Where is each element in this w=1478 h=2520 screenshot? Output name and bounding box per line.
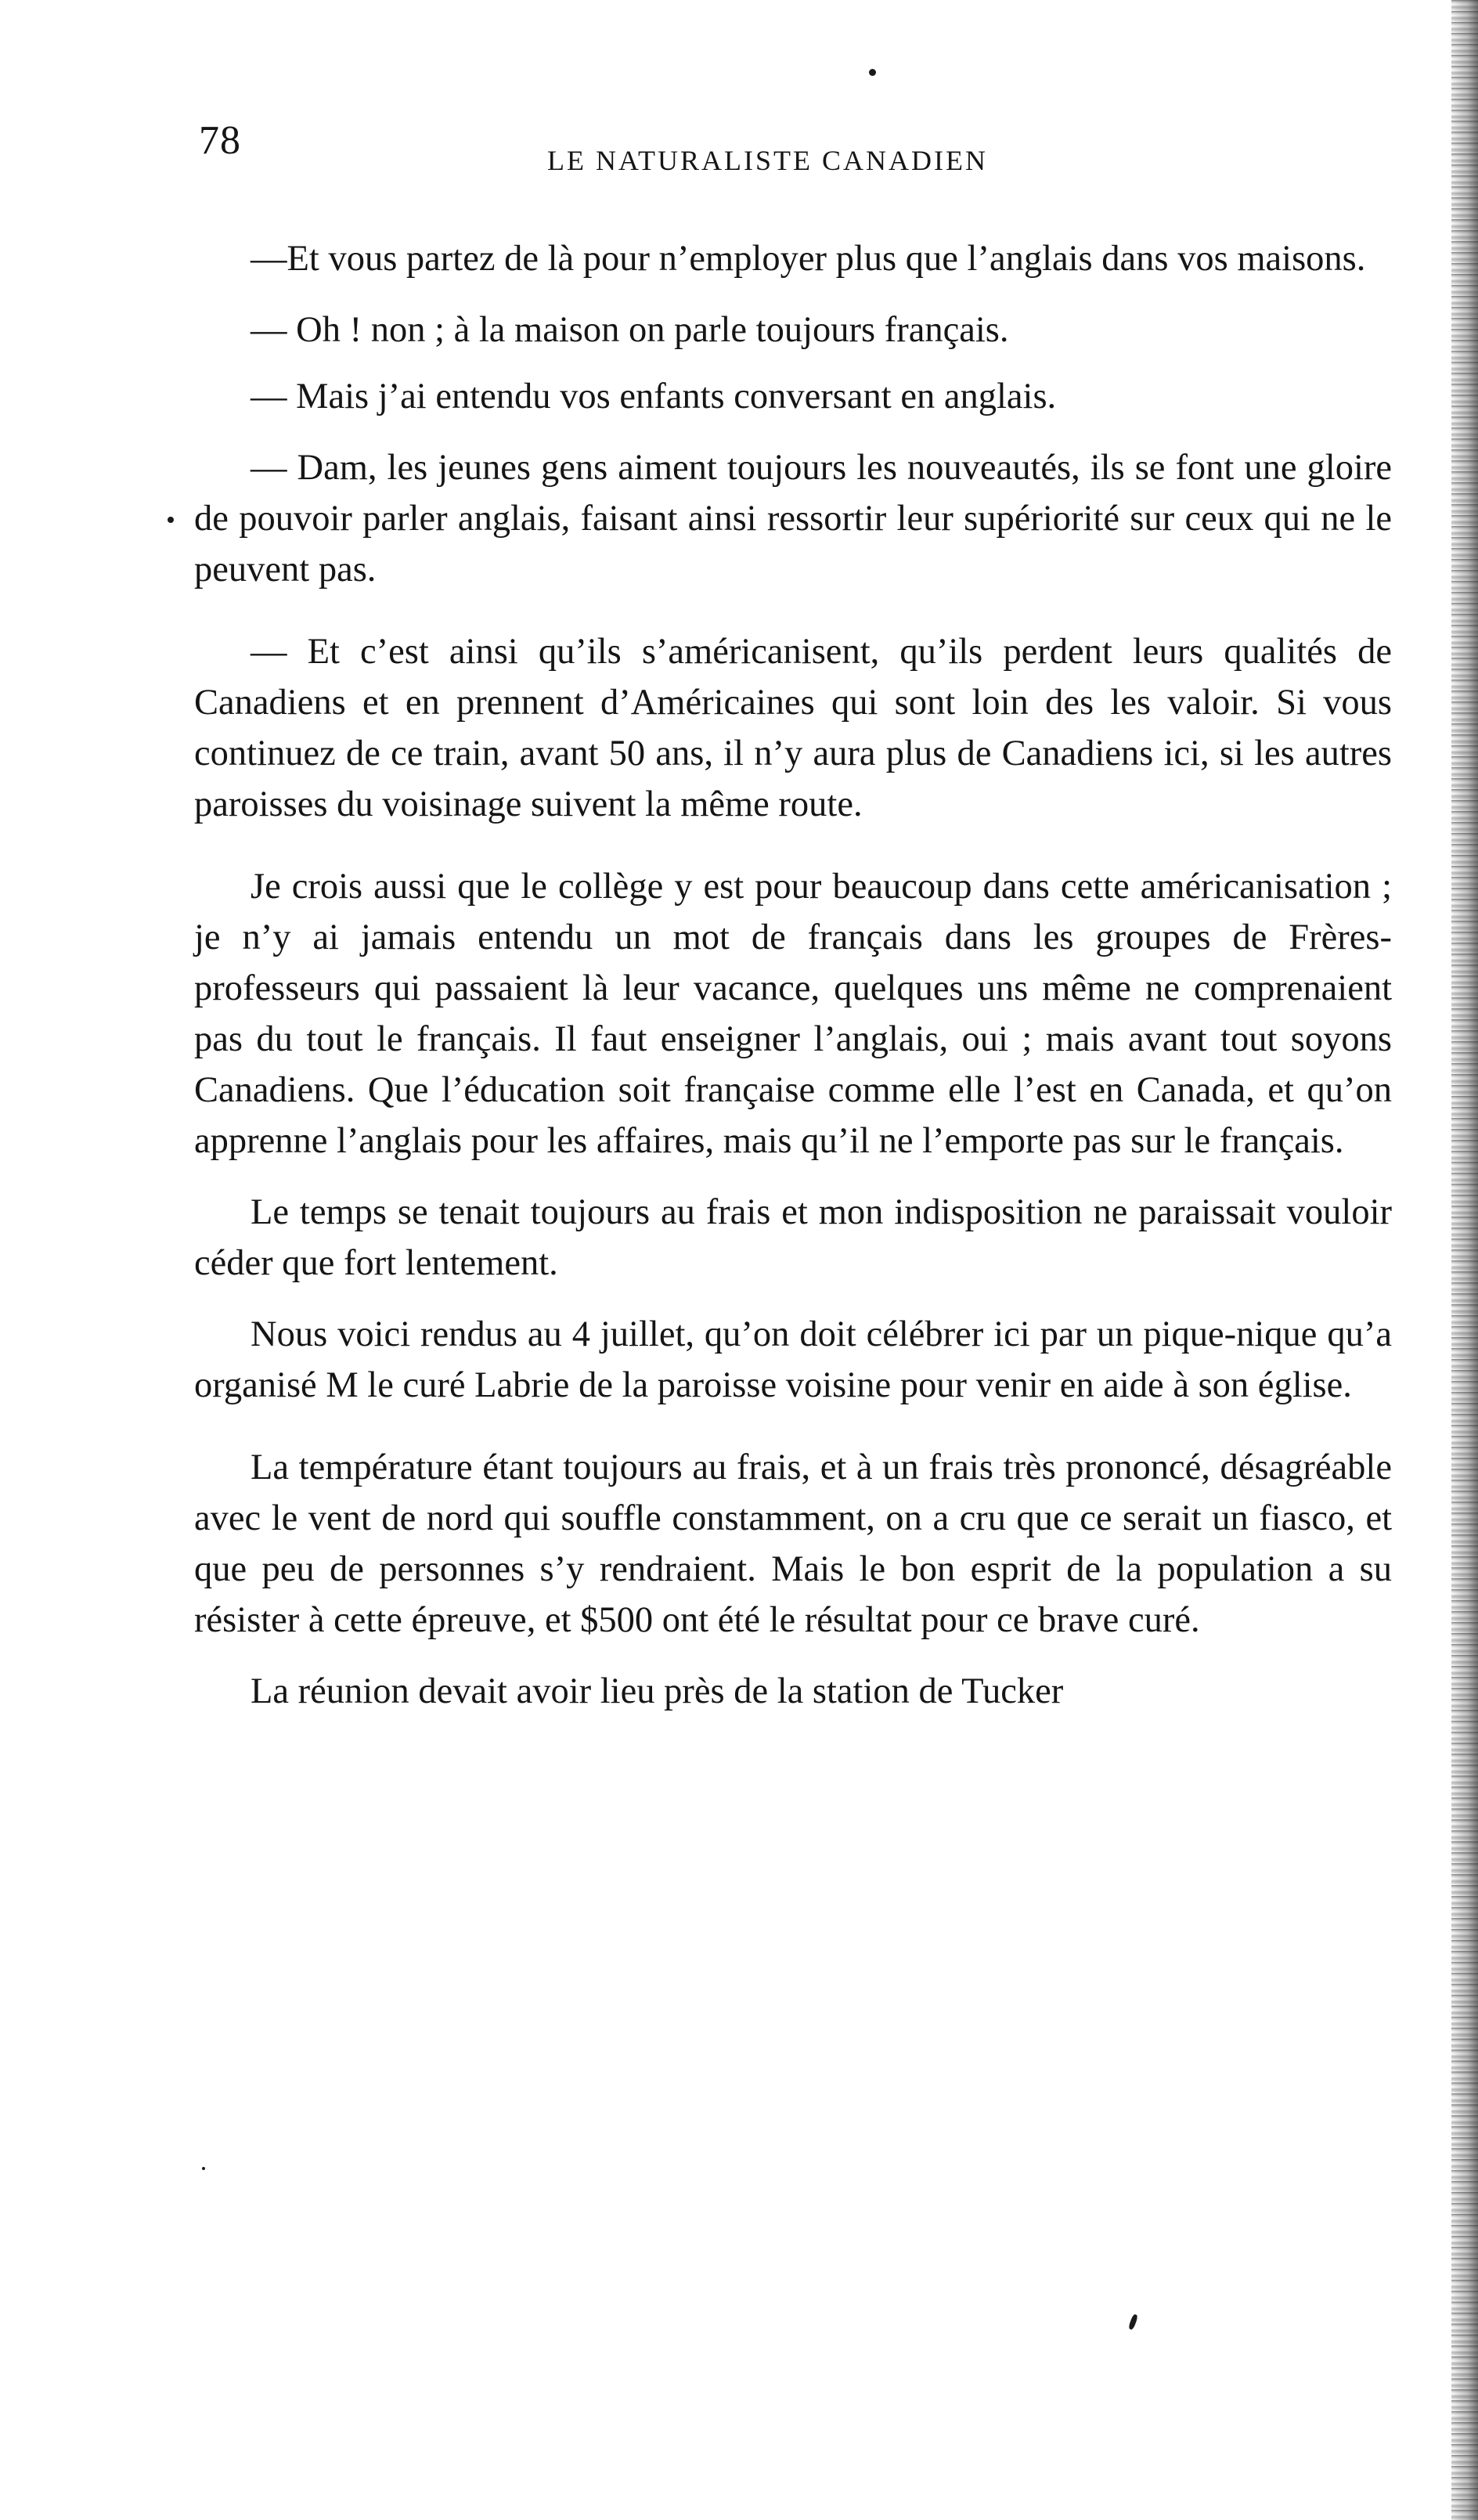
paragraph: Nous voici rendus au 4 juillet, qu’on doit célébrer ici par un pique-nique qu’a organisé M le curé Labrie de la paroisse voisine pour venir en aide à son église. — [194, 1314, 1392, 1405]
paragraph: —Et vous partez de là pour n’employer plus que l’anglais dans vos maisons. — [251, 239, 1366, 279]
paragraph: — Dam, les jeunes gens aiment toujours les nouveautés, ils se font une gloire de pouvoir parler anglais, faisant ainsi ressortir leur supériorité sur ceux qui ne le peuvent pas. — [194, 448, 1392, 589]
paragraph: La réunion devait avoir lieu près de la station de Tucker — [251, 1671, 1064, 1711]
paragraph: La température étant toujours au frais, et à un frais très prononcé, désagréable avec le vent de nord qui souffle constamment, on a cru que ce serait un fiasco, et que peu de personnes s’y rendraient. Mais le bon esprit de la population a su résister à cette épreuve, et $500 ont été le résultat pour ce brave curé. — [194, 1447, 1392, 1640]
running-head: LE NATURALISTE CANADIEN — [547, 145, 988, 176]
scan-speck — [869, 69, 876, 76]
scan-speck — [202, 2167, 205, 2170]
paragraph: — Mais j’ai entendu vos enfants conversant en anglais. — [251, 377, 1057, 416]
scan-speck — [1128, 2313, 1138, 2330]
paragraph: — Oh ! non ; à la maison on parle toujours français. — [251, 310, 1009, 350]
page-header — [199, 117, 1397, 180]
page-body — [194, 233, 1392, 1717]
paragraph: Le temps se tenait toujours au frais et mon indisposition ne paraissait vouloir céder que fort lentement. — [194, 1192, 1392, 1283]
paragraph: Je crois aussi que le collège y est pour beaucoup dans cette américanisation ; je n’y ai jamais entendu un mot de français dans les groupes de Frères-professeurs qui passaient là leur vacance, quelques uns même ne comprenaient pas du tout le français. Il faut enseigner l’anglais, oui ; mais avant tout soyons Canadiens. Que l’éducation soit française comme elle l’est en Canada, et qu’on apprenne l’anglais pour les affaires, mais qu’il ne l’emporte pas sur le français. — [194, 867, 1392, 1161]
scan-edge-shadow — [1451, 0, 1478, 2520]
paragraph: — Et c’est ainsi qu’ils s’américanisent, qu’ils perdent leurs qualités de Canadiens et en prennent d’Américaines qui sont loin des les valoir. Si vous continuez de ce train, avant 50 ans, il n’y aura plus de Canadiens ici, si les autres paroisses du voisinage suivent la même route. — [194, 632, 1392, 824]
page-number: 78 — [199, 118, 241, 163]
scan-speck — [168, 517, 174, 523]
